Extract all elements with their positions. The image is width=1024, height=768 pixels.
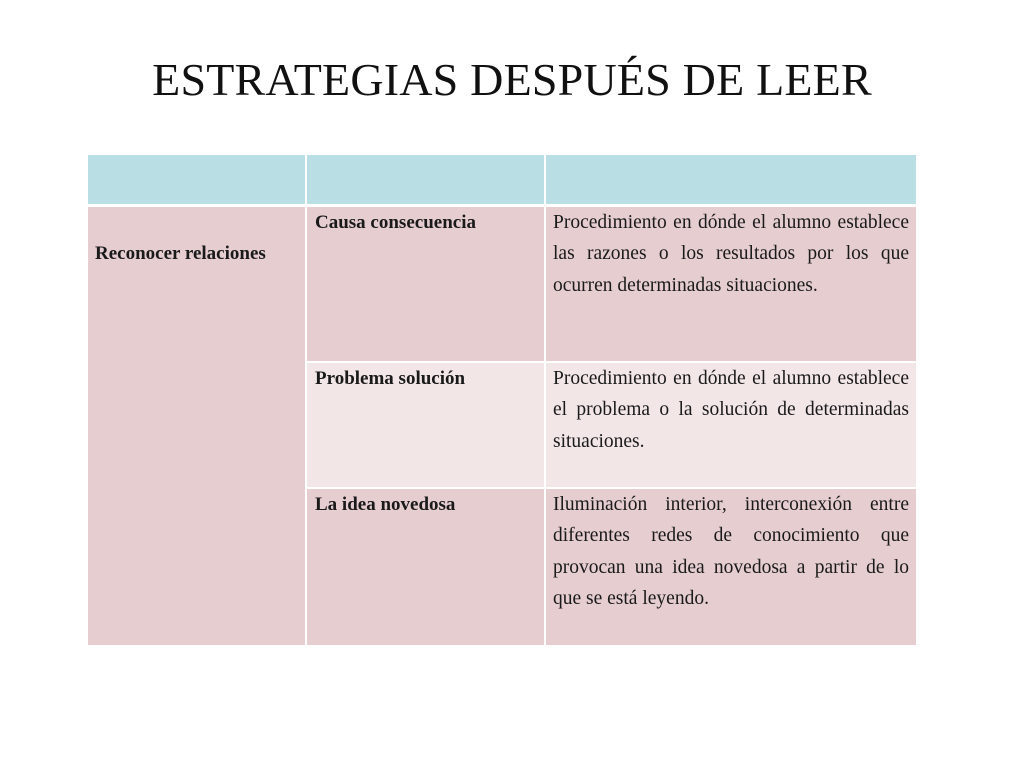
strategy-name-cell — [306, 488, 545, 646]
strategies-table — [86, 153, 918, 647]
strategy-name: Problema solución — [315, 368, 466, 389]
strategy-description: Procedimiento en dónde el alumno establece el problema o la solución de determinadas situaciones. — [553, 368, 909, 452]
header-cell — [545, 154, 917, 206]
strategy-name: La idea novedosa — [315, 494, 456, 515]
category-cell — [87, 206, 306, 647]
strategy-description-cell — [545, 206, 917, 363]
strategy-description-cell — [545, 488, 917, 646]
strategy-name-cell — [306, 362, 545, 488]
strategy-description: Procedimiento en dónde el alumno establece las razones o los resultados por los que ocurren determinadas situaciones. — [553, 212, 909, 296]
category-label: Reconocer relaciones — [95, 243, 266, 264]
strategy-description-cell — [545, 362, 917, 488]
header-cell — [87, 154, 306, 206]
strategy-description: Iluminación interior, interconexión entre diferentes redes de conocimiento que provocan una idea novedosa a partir de lo que se está leyendo. — [553, 494, 909, 609]
strategy-name-cell — [306, 206, 545, 363]
table-row — [87, 206, 917, 363]
slide-title: ESTRATEGIAS DESPUÉS DE LEER — [152, 54, 872, 105]
strategy-name: Causa consecuencia — [315, 212, 476, 233]
header-cell — [306, 154, 545, 206]
table-header-row — [87, 154, 917, 206]
